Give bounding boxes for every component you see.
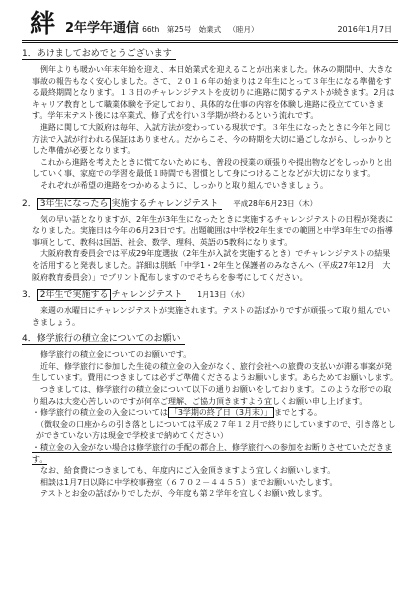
paragraph: 修学旅行の積立金についてのお願いです。 — [40, 350, 192, 360]
paragraph: テストとお金の話ばかりでしたが、今年度も第２学年を宜しくお願い致します。 — [40, 489, 328, 499]
newsletter-logo: 絆 — [30, 9, 56, 38]
section-heading-text: 1．あけましておめでとうございます — [22, 49, 176, 60]
bullet-deadline-note: （徴収金の口座からの引き落としについては平成２７年１２月で終りにしていますので、引き落としができていない方は現金で学校まで納めてください） — [36, 419, 396, 441]
bullet-no-payment — [22, 442, 398, 465]
section-heading-boxed: 3年生になったら — [37, 198, 112, 210]
section-grade2-challenge-test — [22, 288, 398, 328]
paragraph: 気の早い話となりますが、2年生が3年生になったときに実施するチャレンジテストの日程が発表になりました。実施日は今年の6月23日です。出題範囲は中学校2年生までの範囲と中学3年生での指導事項として、教科は国語、社会、数学、理科、英語の5教科になります。 — [32, 214, 394, 247]
newsletter-title: 2年学年通信 — [65, 21, 140, 36]
section-heading — [22, 48, 398, 61]
section-number: 3． — [22, 290, 37, 301]
issue-number: 第25号 — [166, 25, 192, 34]
issue-info — [142, 22, 263, 38]
section-heading-date: 1月13日（水） — [197, 290, 250, 300]
section-trip-savings — [22, 333, 398, 500]
section-heading — [22, 197, 398, 211]
paragraph: それぞれが希望の進路をつかめるように、しっかりと取り組んでいきましょう。 — [40, 180, 328, 190]
paragraph: これから進路を考えたときに慌てないためにも、普段の授業の頑張りや提出物などをしっかりと出していく事、家庭での学習を最低１時間でも習慣として身につけることなどが大切になります。 — [32, 157, 392, 179]
section-heading-boxed: 2年生で実施する — [37, 289, 112, 301]
bullet-no-payment-text: ・積立金の入金がない場合は修学旅行の手配の都合上、修学旅行への参加をお断りさせていただきます。 — [32, 443, 392, 464]
section-new-year — [22, 48, 398, 192]
section-heading-text: 4．修学旅行の積立金についてのお願い — [22, 334, 185, 345]
paragraph: 近年、修学旅行に参加した生徒の積立金の入金がなく、旅行会社への旅費の支払いが滞る事案が発生しています。費用につきましては必ずご準備くださるようお願いします。あらためてお願いします。 — [32, 361, 398, 383]
issue-event: 始業式 — [198, 25, 222, 34]
section-grade3-challenge-test — [22, 197, 398, 284]
issue-date: 2016年1月7日 — [337, 25, 392, 34]
bullet-deadline — [22, 407, 398, 419]
paragraph: つきましては、修学旅行の積立金について以下の通りお願いをしております。このような形での取り組みは大変心苦しいのですが何卒ご理解、ご協力頂きますよう宜しくお願い申し上げます。 — [32, 385, 392, 406]
paragraph: 来週の水曜日にチャレンジテストが実施されます。テストの話ばかりですが頑張って取り組んでいきましょう。 — [32, 306, 391, 327]
bullet-deadline-end: までとする。 — [274, 408, 323, 418]
paragraph: 進路に関して大阪府は毎年、入試方法が変わっている現状です。３年生になったときに今年と同じ方法で入試が行われる保証はありません。だからこそ、今の時期を大切に過ごしながら、しっかりとした準備が必要となります。 — [32, 122, 393, 156]
section-heading-rest: 実施するチャレンジテスト — [111, 199, 222, 210]
issue-series: 66th — [142, 25, 160, 34]
section-heading-rest: チャレンジテスト — [111, 290, 186, 301]
issue-month-name: （睦月） — [228, 25, 259, 34]
section-heading — [22, 288, 398, 302]
bullet-deadline-text: ・修学旅行の積立金の入金については — [32, 408, 168, 418]
deadline-box: 「3学期の終了日（3月末）」 — [169, 408, 273, 418]
section-number: 2． — [22, 198, 37, 209]
paragraph: 相談は1月7日以降に中学校事務室（６７０２－４４５５）までお願いいたします。 — [40, 477, 338, 487]
paragraph: 大阪府教育委員会では平成29年度選抜（2年生が入試を実施するとき）でチャレンジテストの結果を活用すると発表しました。詳細は別紙「中学1・2年生と保護者のみなさんへ（平成27年12月 大阪府教育委員会）」でプリント配布しますのでそちらを参考にしてください。 — [32, 249, 391, 282]
newsletter-header — [22, 6, 398, 43]
paragraph: 例年よりも暖かい年末年始を迎え、本日始業式を迎えることが出来ました。休みの期間中、大きな事故の報告もなく安心しました。さて、２０１６年の始まりは２年生にとって３年生になる準備をする最終期間となります。１３日のチャレンジテストを皮切りに進路に関するテストが続きます。2月はキャリア教育として職業体験を予定しており、具体的な仕事の内容を体験し進路に役立てていきます。学年末テスト後には卒業式、修了式を行い３学期が終わるという流れです。 — [32, 65, 395, 121]
section-heading — [22, 333, 398, 346]
paragraph: なお、給食費につきましても、年度内にご入金頂きますよう宜しくお願いします。 — [40, 466, 336, 476]
section-heading-date: 平成28年6月23日（木） — [233, 198, 318, 208]
